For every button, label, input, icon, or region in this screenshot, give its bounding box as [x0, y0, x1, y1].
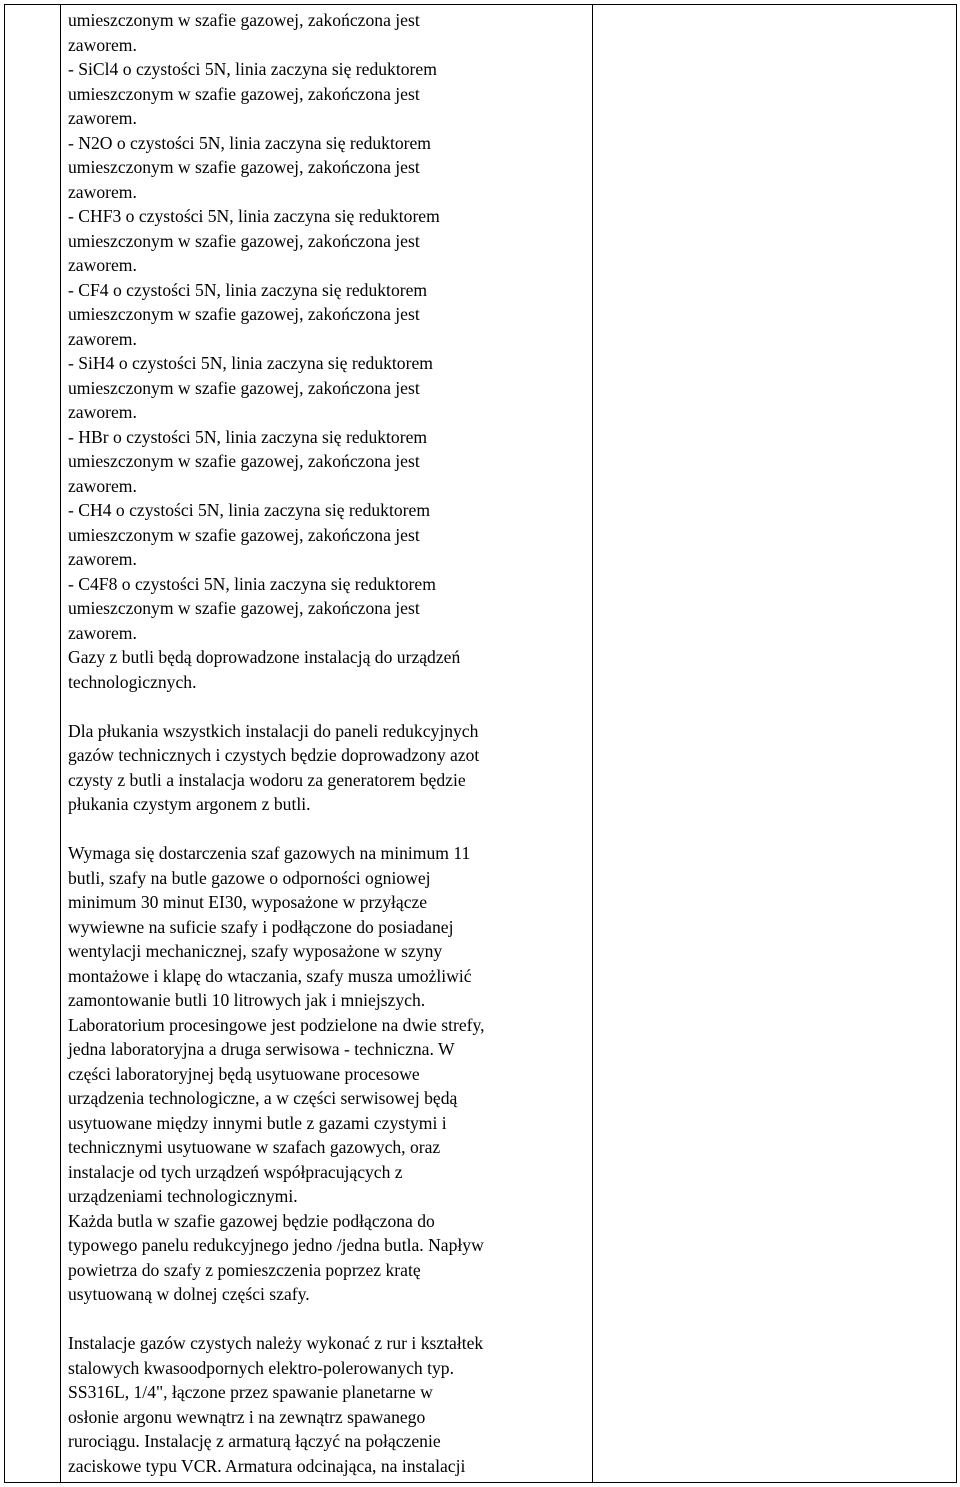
content-text: [61, 5, 592, 1478]
text-line: montażowe i klapę do wtaczania, szafy musza umożliwić: [68, 965, 472, 986]
text-line: zaciskowe typu VCR. Armatura odcinająca, na instalacji: [68, 1455, 466, 1476]
text-line: czysty z butli a instalacja wodoru za generatorem będzie: [68, 769, 466, 790]
text-line: - N2O o czystości 5N, linia zaczyna się reduktorem: [68, 132, 431, 153]
right-empty-cell: [593, 5, 957, 1483]
text-line: technicznymi usytuowane w szafach gazowych, oraz: [68, 1137, 441, 1157]
text-line: usytuowane między innymi butle z gazami czystymi i: [68, 1112, 447, 1133]
text-line: urządzeniami technologicznymi.: [68, 1186, 298, 1206]
text-line: Laboratorium procesingowe jest podzielone na dwie strefy,: [68, 1014, 485, 1035]
text-line: zaworem.: [68, 549, 137, 569]
text-line: płukania czystym argonem z butli.: [68, 794, 311, 814]
paragraph: [68, 841, 592, 1307]
text-line: zamontowanie butli 10 litrowych jak i mniejszych.: [68, 990, 426, 1010]
text-line: - SiCl4 o czystości 5N, linia zaczyna się reduktorem: [68, 59, 437, 79]
text-line: Wymaga się dostarczenia szaf gazowych na minimum 11: [68, 843, 471, 863]
text-line: stalowych kwasoodpornych elektro-polerowanych typ.: [68, 1357, 454, 1378]
text-line: butli, szafy na butle gazowe o odporności ogniowej: [68, 867, 431, 888]
text-line: Gazy z butli będą doprowadzone instalacją do urządzeń: [68, 647, 461, 667]
left-empty-cell: [5, 5, 61, 1483]
text-line: zaworem.: [68, 475, 137, 496]
text-line: technologicznych.: [68, 671, 197, 692]
paragraph: [68, 8, 592, 694]
text-line: zaworem.: [68, 181, 137, 202]
text-line: gazów technicznych i czystych będzie doprowadzony azot: [68, 745, 480, 765]
text-line: zaworem.: [68, 402, 137, 422]
text-line: - CHF3 o czystości 5N, linia zaczyna się reduktorem: [68, 206, 440, 226]
text-line: umieszczonym w szafie gazowej, zakończona jest: [68, 451, 420, 471]
text-line: umieszczonym w szafie gazowej, zakończona jest: [68, 304, 420, 324]
table-row: [5, 5, 957, 1483]
text-line: zaworem.: [68, 34, 137, 55]
paragraph-gap: [68, 1307, 592, 1332]
text-line: - CF4 o czystości 5N, linia zaczyna się reduktorem: [68, 279, 428, 300]
text-line: urządzenia technologiczne, a w części serwisowej będą: [68, 1088, 458, 1108]
text-line: wentylacji mechanicznej, szafy wyposażone w szyny: [68, 941, 443, 961]
text-line: wywiewne na suficie szafy i podłączone do posiadanej: [68, 916, 454, 937]
text-line: zaworem.: [68, 255, 137, 275]
content-cell: [61, 5, 593, 1483]
text-line: umieszczonym w szafie gazowej, zakończona jest: [68, 230, 420, 251]
text-line: umieszczonym w szafie gazowej, zakończona jest: [68, 157, 420, 177]
text-line: umieszczonym w szafie gazowej, zakończona jest: [68, 10, 420, 30]
text-line: zaworem.: [68, 108, 137, 128]
text-line: umieszczonym w szafie gazowej, zakończona jest: [68, 598, 420, 618]
text-line: Instalacje gazów czystych należy wykonać z rur i kształtek: [68, 1333, 484, 1353]
text-line: zaworem.: [68, 328, 137, 349]
text-line: zaworem.: [68, 622, 137, 643]
text-line: typowego panelu redukcyjnego jedno /jedna butla. Napływ: [68, 1235, 484, 1255]
text-line: rurociągu. Instalację z armaturą łączyć na połączenie: [68, 1431, 441, 1451]
text-line: Dla płukania wszystkich instalacji do paneli redukcyjnych: [68, 720, 479, 741]
paragraph: [68, 719, 592, 817]
text-line: umieszczonym w szafie gazowej, zakończona jest: [68, 524, 420, 545]
paragraph-gap: [68, 817, 592, 842]
text-line: instalacje od tych urządzeń współpracujących z: [68, 1161, 403, 1182]
text-line: umieszczonym w szafie gazowej, zakończona jest: [68, 83, 420, 104]
text-line: - C4F8 o czystości 5N, linia zaczyna się reduktorem: [68, 573, 436, 594]
text-line: usytuowaną w dolnej części szafy.: [68, 1284, 310, 1304]
text-line: - HBr o czystości 5N, linia zaczyna się reduktorem: [68, 426, 428, 447]
document-table: [4, 4, 957, 1483]
text-line: Każda butla w szafie gazowej będzie podłączona do: [68, 1210, 435, 1231]
text-line: jedna laboratoryjna a druga serwisowa - techniczna. W: [68, 1039, 455, 1059]
text-line: minimum 30 minut EI30, wyposażone w przyłącze: [68, 892, 428, 912]
text-line: powietrza do szafy z pomieszczenia poprzez kratę: [68, 1259, 421, 1280]
text-line: - CH4 o czystości 5N, linia zaczyna się reduktorem: [68, 500, 431, 520]
paragraph: [68, 1331, 592, 1478]
paragraph-gap: [68, 694, 592, 719]
text-line: - SiH4 o czystości 5N, linia zaczyna się reduktorem: [68, 353, 433, 373]
text-line: osłonie argonu wewnątrz i na zewnątrz spawanego: [68, 1406, 426, 1427]
text-line: umieszczonym w szafie gazowej, zakończona jest: [68, 377, 420, 398]
text-line: SS316L, 1/4", łączone przez spawanie planetarne w: [68, 1382, 433, 1402]
text-line: części laboratoryjnej będą usytuowane procesowe: [68, 1063, 420, 1084]
